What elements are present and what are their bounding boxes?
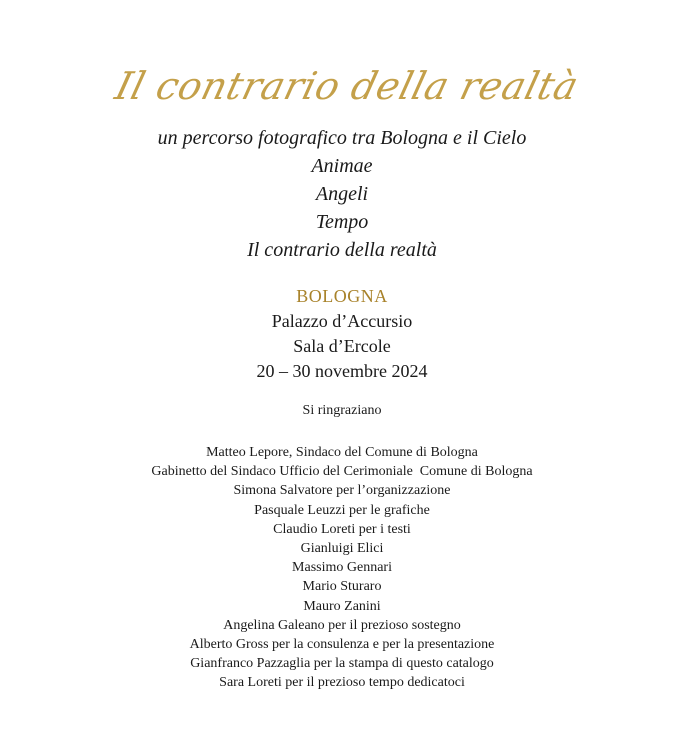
page-title: Il contrario della realtà xyxy=(111,64,583,108)
thanks-item: Mauro Zanini xyxy=(303,598,381,614)
subtitle-line: un percorso fotografico tra Bologna e il Cielo xyxy=(157,127,527,149)
thanks-item: Angelina Galeano per il prezioso sostegno xyxy=(223,617,461,633)
thanks-item: Gianluigi Elici xyxy=(300,541,384,557)
venue-hall: Sala d’Ercole xyxy=(293,336,391,356)
subtitle-line: Animae xyxy=(311,155,373,177)
thanks-item: Gabinetto del Sindaco Ufficio del Cerimoniale Comune di Bologna xyxy=(151,464,533,480)
thanks-item: Massimo Gennari xyxy=(292,560,392,576)
thanks-item: Gianfranco Pazzaglia per la stampa di questo catalogo xyxy=(190,656,494,672)
thanks-list xyxy=(0,443,684,693)
thanks-item: Simona Salvatore per l’organizzazione xyxy=(233,483,451,499)
thanks-item: Alberto Gross per la consulenza e per la presentazione xyxy=(189,637,495,653)
thanks-item: Mario Sturaro xyxy=(302,579,382,595)
thanks-item: Pasquale Leuzzi per le grafiche xyxy=(254,502,430,518)
venue-dates: 20 – 30 novembre 2024 xyxy=(256,361,428,381)
thanks-item: Sara Loreti per il prezioso tempo dedicatoci xyxy=(219,675,465,691)
venue-block xyxy=(0,284,684,384)
thanks-item: Claudio Loreti per i testi xyxy=(273,521,411,537)
subtitle-line: Tempo xyxy=(315,211,369,233)
subtitle-line: Il contrario della realtà xyxy=(247,239,437,261)
venue-building: Palazzo d’Accursio xyxy=(271,311,413,331)
venue-city: BOLOGNA xyxy=(296,286,388,306)
subtitle-block xyxy=(0,124,684,264)
subtitle-line: Angeli xyxy=(315,183,369,205)
thanks-heading: Si ringraziano xyxy=(302,403,382,418)
thanks-item: Matteo Lepore, Sindaco del Comune di Bologna xyxy=(206,445,478,460)
